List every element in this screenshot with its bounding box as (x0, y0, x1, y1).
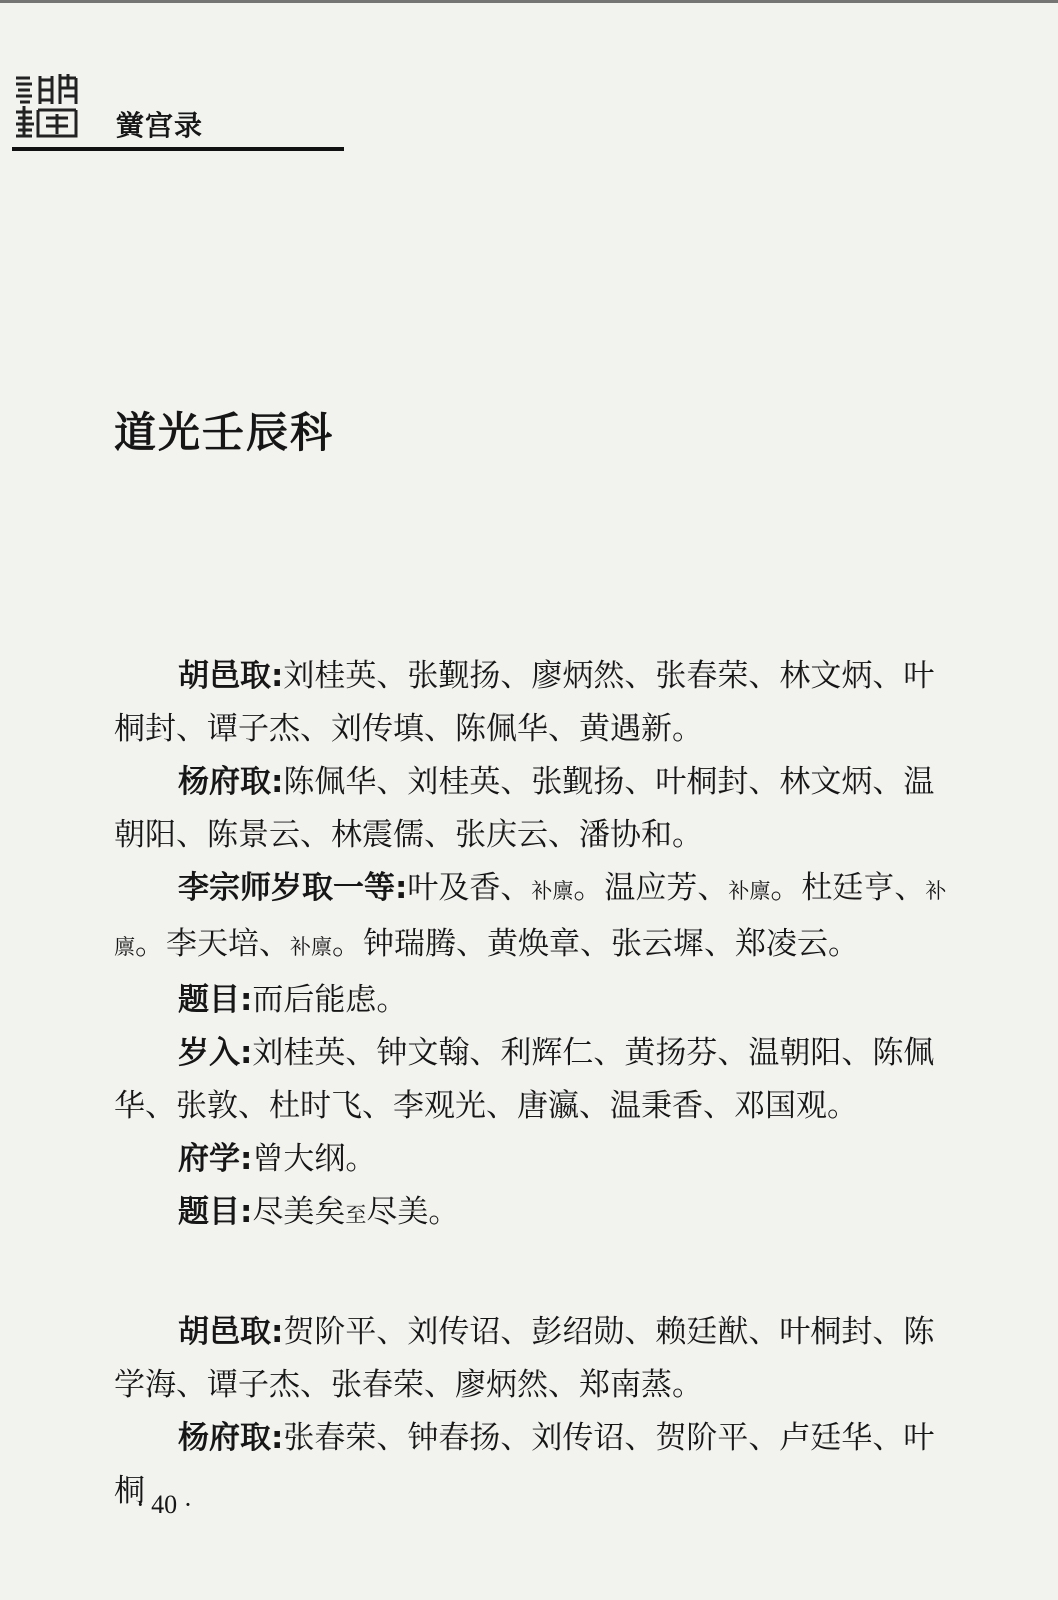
body-text (114, 650, 954, 1518)
paragraph-text: 而后能虑。 (252, 982, 408, 1018)
paragraph-label: 胡邑取: (178, 1314, 284, 1350)
paragraph (114, 974, 954, 1027)
paragraph-text: 刘桂英、钟文翰、利辉仁、黄扬芬、温朝阳、陈佩华、张敦、杜时飞、李观光、唐瀛、温秉香、邓国观。 (114, 1035, 935, 1124)
seal-logo-icon (12, 70, 82, 140)
annotation-note: 补廪 (114, 879, 947, 959)
paragraph (114, 1412, 954, 1518)
paragraph (114, 862, 954, 974)
paragraph-text: 。温应芳、 (573, 870, 729, 906)
paragraph-text: 曾大纲。 (252, 1141, 377, 1177)
paragraph-text: 。杜廷亨、 (770, 870, 926, 906)
chapter-title: 道光壬辰科 (114, 408, 335, 457)
section-gap (114, 1242, 954, 1306)
paragraph (114, 650, 954, 756)
paragraph-text: 贺阶平、刘传诏、彭绍勋、赖廷猷、叶桐封、陈学海、谭子杰、张春荣、廖炳然、郑南蒸。 (114, 1314, 935, 1403)
annotation-note: 补廪 (531, 879, 574, 903)
annotation-note: 补廪 (728, 879, 771, 903)
paragraph (114, 756, 954, 862)
paragraph-label: 杨府取: (178, 764, 284, 800)
book-title: 黉宫录 (116, 109, 204, 142)
paragraph-text: 张春荣、钟春扬、刘传诏、贺阶平、卢廷华、叶桐 (114, 1420, 935, 1509)
paragraph (114, 1133, 954, 1186)
paragraph (114, 1306, 954, 1412)
paragraph-label: 府学: (178, 1141, 253, 1177)
paragraph-label: 胡邑取: (178, 658, 284, 694)
page-number: · 40 · (136, 1490, 193, 1519)
paragraph-text: 尽美。 (366, 1194, 460, 1230)
paragraph-label: 题目: (178, 982, 253, 1018)
paragraph-text: 刘桂英、张觐扬、廖炳然、张春荣、林文炳、叶桐封、谭子杰、刘传填、陈佩华、黄遇新。 (114, 658, 935, 747)
annotation-note: 至 (345, 1203, 367, 1227)
paragraph-text: 尽美矣 (252, 1194, 346, 1230)
paragraph (114, 1027, 954, 1133)
paragraph (114, 1186, 954, 1242)
paragraph-label: 杨府取: (178, 1420, 284, 1456)
scan-top-edge (0, 0, 1058, 3)
header-rule (12, 147, 344, 151)
running-header (12, 62, 342, 152)
annotation-note: 补廪 (290, 935, 332, 959)
paragraph-text: 陈佩华、刘桂英、张觐扬、叶桐封、林文炳、温朝阳、陈景云、林震儒、张庆云、潘协和。 (114, 764, 935, 853)
paragraph-text: 叶及香、 (407, 870, 532, 906)
paragraph-text: 。钟瑞腾、黄焕章、张云墀、郑凌云。 (332, 926, 859, 962)
paragraph-label: 李宗师岁取一等: (178, 870, 408, 906)
paragraph-label: 岁入: (178, 1035, 253, 1071)
paragraph-text: 。李天培、 (135, 926, 290, 962)
paragraph-label: 题目: (178, 1194, 253, 1230)
